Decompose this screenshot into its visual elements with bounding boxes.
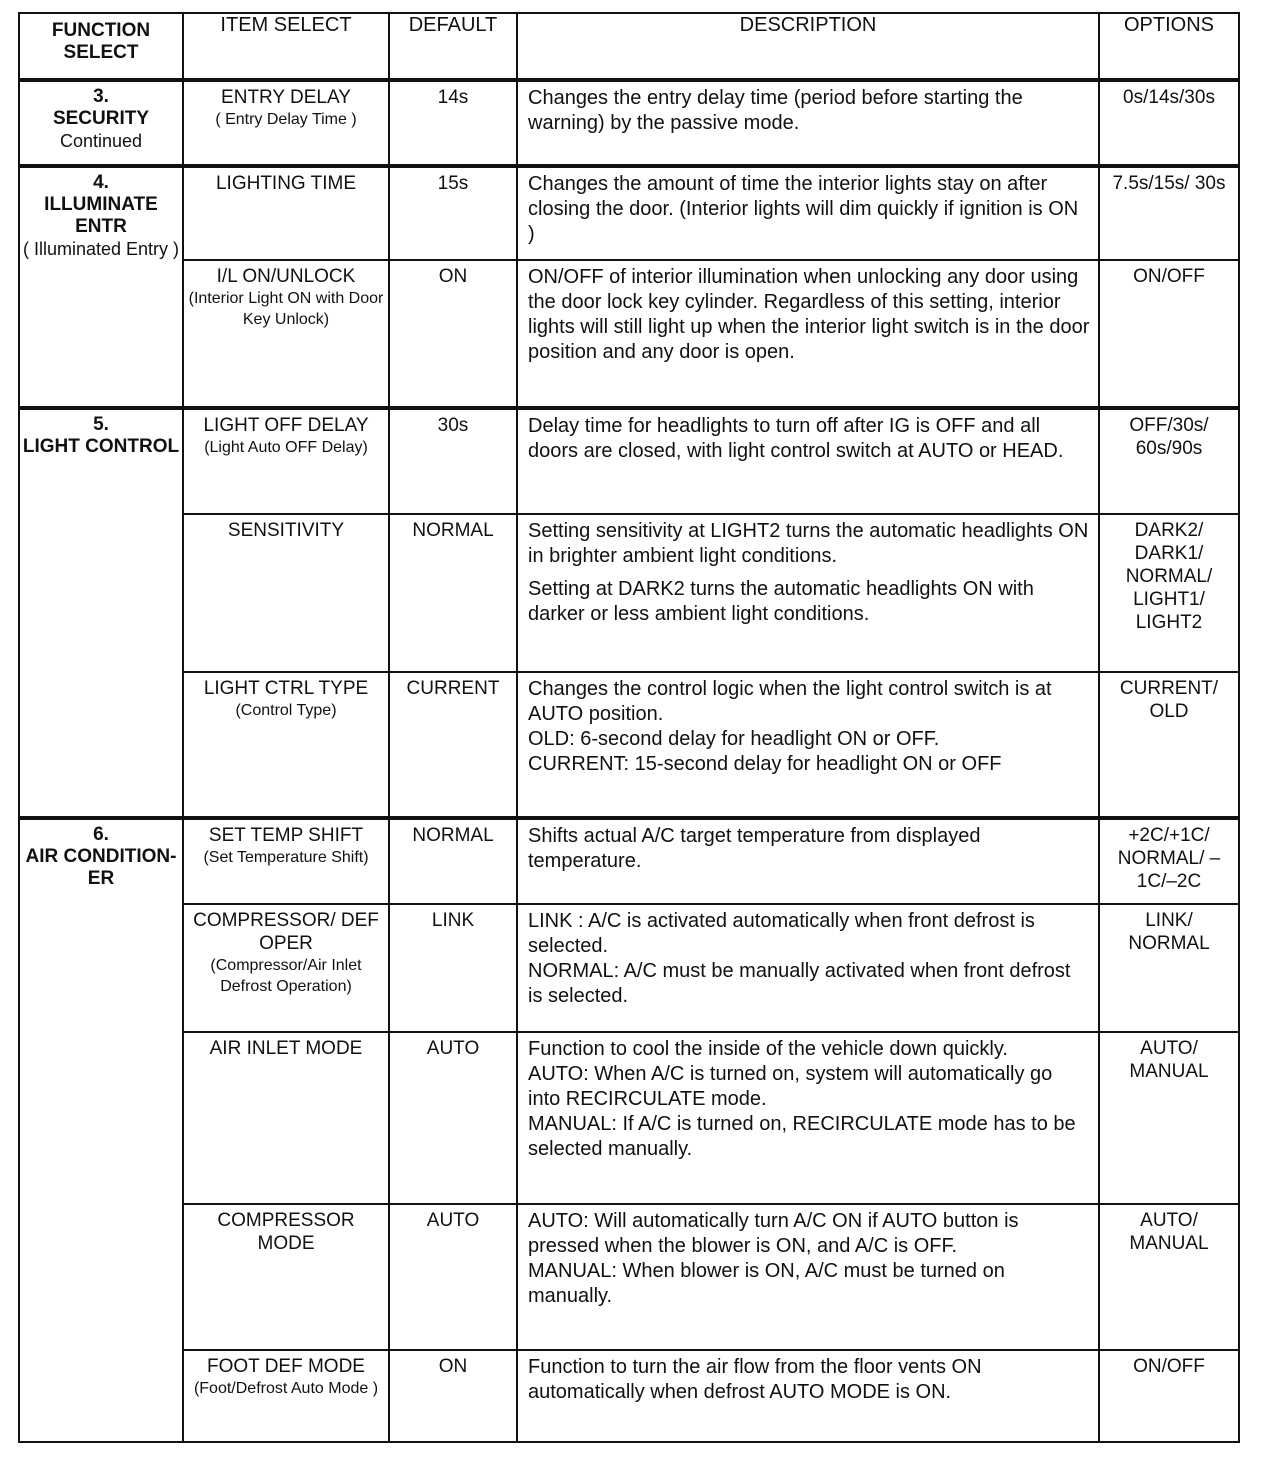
item-name: AIR INLET MODE [209, 1038, 363, 1059]
description-cell [517, 80, 1099, 166]
function-name: LIGHT CONTROL [22, 436, 180, 457]
description-text: Shifts actual A/C target temperature from displayed temperature. [528, 825, 981, 872]
header-function-select: FUNCTION SELECT [19, 13, 183, 80]
description-cell [517, 514, 1099, 672]
item-cell [183, 818, 389, 904]
description-text: AUTO: When A/C is turned on, system will automatically go into RECIRCULATE mode. [528, 1063, 1053, 1110]
item-name: FOOT DEF MODE [207, 1356, 365, 1377]
options-value: AUTO/ MANUAL [1099, 1204, 1239, 1350]
item-cell [183, 1204, 389, 1350]
description-cell [517, 408, 1099, 514]
item-subtitle: (Control Type) [235, 702, 337, 719]
group-illuminate-entr [19, 166, 1239, 408]
default-value: ON [389, 1350, 517, 1442]
table-row [19, 1204, 1239, 1350]
options-value: +2C/+1C/ NORMAL/ –1C/–2C [1099, 818, 1239, 904]
function-subtitle: ( Illuminated Entry ) [22, 239, 180, 259]
item-cell [183, 514, 389, 672]
table-row [19, 1032, 1239, 1204]
function-number: 6. [93, 824, 109, 845]
item-name: LIGHT CTRL TYPE [203, 678, 369, 699]
default-value: 14s [389, 80, 517, 166]
default-value: NORMAL [389, 514, 517, 672]
description-text: Changes the entry delay time (period before starting the warning) by the passive mode. [528, 87, 1023, 134]
item-name: ENTRY DELAY [221, 87, 351, 108]
item-subtitle: (Light Auto OFF Delay) [204, 439, 368, 456]
default-value: 30s [389, 408, 517, 514]
item-cell [183, 260, 389, 408]
function-number: 5. [93, 414, 109, 435]
description-text: Setting sensitivity at LIGHT2 turns the automatic headlights ON in brighter ambient light conditions. [528, 520, 1089, 567]
table-row [19, 166, 1239, 260]
item-subtitle: ( Entry Delay Time ) [215, 111, 357, 128]
header-item-select: ITEM SELECT [183, 13, 389, 80]
item-cell [183, 408, 389, 514]
item-name: COMPRESSOR MODE [217, 1210, 355, 1254]
options-value: ON/OFF [1099, 1350, 1239, 1442]
options-value: 0s/14s/30s [1099, 80, 1239, 166]
default-value: ON [389, 260, 517, 408]
description-cell [517, 1204, 1099, 1350]
description-text: ON/OFF of interior illumination when unlocking any door using the door lock key cylinder. Regardless of this setting, interior lights will still light up when the interior light switch is in the door position and any door is open. [528, 266, 1090, 363]
header-description: DESCRIPTION [517, 13, 1099, 80]
table-row [19, 1350, 1239, 1442]
item-name: COMPRESSOR/ DEF OPER [193, 910, 379, 954]
default-value: AUTO [389, 1204, 517, 1350]
description-text: CURRENT: 15-second delay for headlight ON or OFF [528, 753, 1002, 775]
default-value: CURRENT [389, 672, 517, 818]
function-number: 3. [93, 86, 109, 107]
table-row [19, 514, 1239, 672]
table-row [19, 260, 1239, 408]
description-text: OLD: 6-second delay for headlight ON or OFF. [528, 728, 940, 750]
item-cell [183, 1350, 389, 1442]
header-row [19, 13, 1239, 80]
item-name: LIGHT OFF DELAY [203, 415, 369, 436]
function-name: ILLUMINATE ENTR [44, 194, 158, 237]
default-value: LINK [389, 904, 517, 1032]
description-cell [517, 904, 1099, 1032]
description-cell [517, 260, 1099, 408]
item-subtitle: (Foot/Defrost Auto Mode ) [193, 1380, 379, 1397]
item-cell [183, 672, 389, 818]
description-cell [517, 818, 1099, 904]
description-text: MANUAL: When blower is ON, A/C must be turned on manually. [528, 1260, 1005, 1307]
item-name: SENSITIVITY [227, 520, 345, 541]
description-text: Function to cool the inside of the vehicle down quickly. [528, 1038, 1008, 1060]
options-value: AUTO/ MANUAL [1099, 1032, 1239, 1204]
item-cell [183, 904, 389, 1032]
item-cell [183, 166, 389, 260]
description-text: AUTO: Will automatically turn A/C ON if AUTO button is pressed when the blower is ON, and A/C is OFF. [528, 1210, 1019, 1257]
description-text: LINK : A/C is activated automatically when front defrost is selected. [528, 910, 1035, 957]
description-cell [517, 1032, 1099, 1204]
function-cell [19, 408, 183, 818]
options-value: CURRENT/ OLD [1099, 672, 1239, 818]
default-value: 15s [389, 166, 517, 260]
header-options: OPTIONS [1099, 13, 1239, 80]
default-value: AUTO [389, 1032, 517, 1204]
item-cell [183, 80, 389, 166]
item-name: I/L ON/UNLOCK [216, 266, 356, 287]
item-subtitle: (Compressor/Air Inlet Defrost Operation) [210, 957, 362, 995]
settings-table [18, 12, 1240, 1443]
group-security [19, 80, 1239, 166]
table-row [19, 672, 1239, 818]
options-value: 7.5s/15s/ 30s [1099, 166, 1239, 260]
table-row [19, 408, 1239, 514]
function-cell [19, 80, 183, 166]
function-number: 4. [93, 172, 109, 193]
description-cell [517, 672, 1099, 818]
description-text: Function to turn the air flow from the floor vents ON automatically when defrost AUTO MODE is ON. [528, 1356, 982, 1403]
function-name: SECURITY [52, 108, 150, 129]
table-row [19, 80, 1239, 166]
item-subtitle: (Interior Light ON with Door Key Unlock) [188, 290, 384, 328]
options-value: LINK/ NORMAL [1099, 904, 1239, 1032]
description-text: Changes the control logic when the light control switch is at AUTO position. [528, 678, 1052, 725]
table-row [19, 904, 1239, 1032]
description-text: Delay time for headlights to turn off after IG is OFF and all doors are closed, with light control switch at AUTO or HEAD. [528, 415, 1064, 462]
options-value: DARK2/ DARK1/ NORMAL/ LIGHT1/ LIGHT2 [1099, 514, 1239, 672]
item-name: LIGHTING TIME [215, 173, 357, 194]
options-value: ON/OFF [1099, 260, 1239, 408]
table-row [19, 818, 1239, 904]
group-air-conditioner [19, 818, 1239, 1442]
item-cell [183, 1032, 389, 1204]
item-subtitle: (Set Temperature Shift) [203, 849, 369, 866]
item-name: SET TEMP SHIFT [208, 825, 364, 846]
function-cell [19, 818, 183, 1442]
default-value: NORMAL [389, 818, 517, 904]
description-text: MANUAL: If A/C is turned on, RECIRCULATE mode has to be selected manually. [528, 1113, 1076, 1160]
description-text: Setting at DARK2 turns the automatic headlights ON with darker or less ambient light conditions. [528, 578, 1034, 625]
function-name: AIR CONDITION-ER [25, 846, 177, 889]
header-default: DEFAULT [389, 13, 517, 80]
description-text: Changes the amount of time the interior lights stay on after closing the door. (Interior lights will dim quickly if ignition is ON ) [528, 173, 1079, 245]
group-light-control [19, 408, 1239, 818]
function-cell [19, 166, 183, 408]
description-cell [517, 166, 1099, 260]
options-value: OFF/30s/ 60s/90s [1099, 408, 1239, 514]
description-text: NORMAL: A/C must be manually activated when front defrost is selected. [528, 960, 1071, 1007]
description-cell [517, 1350, 1099, 1442]
function-subtitle: Continued [59, 131, 143, 151]
